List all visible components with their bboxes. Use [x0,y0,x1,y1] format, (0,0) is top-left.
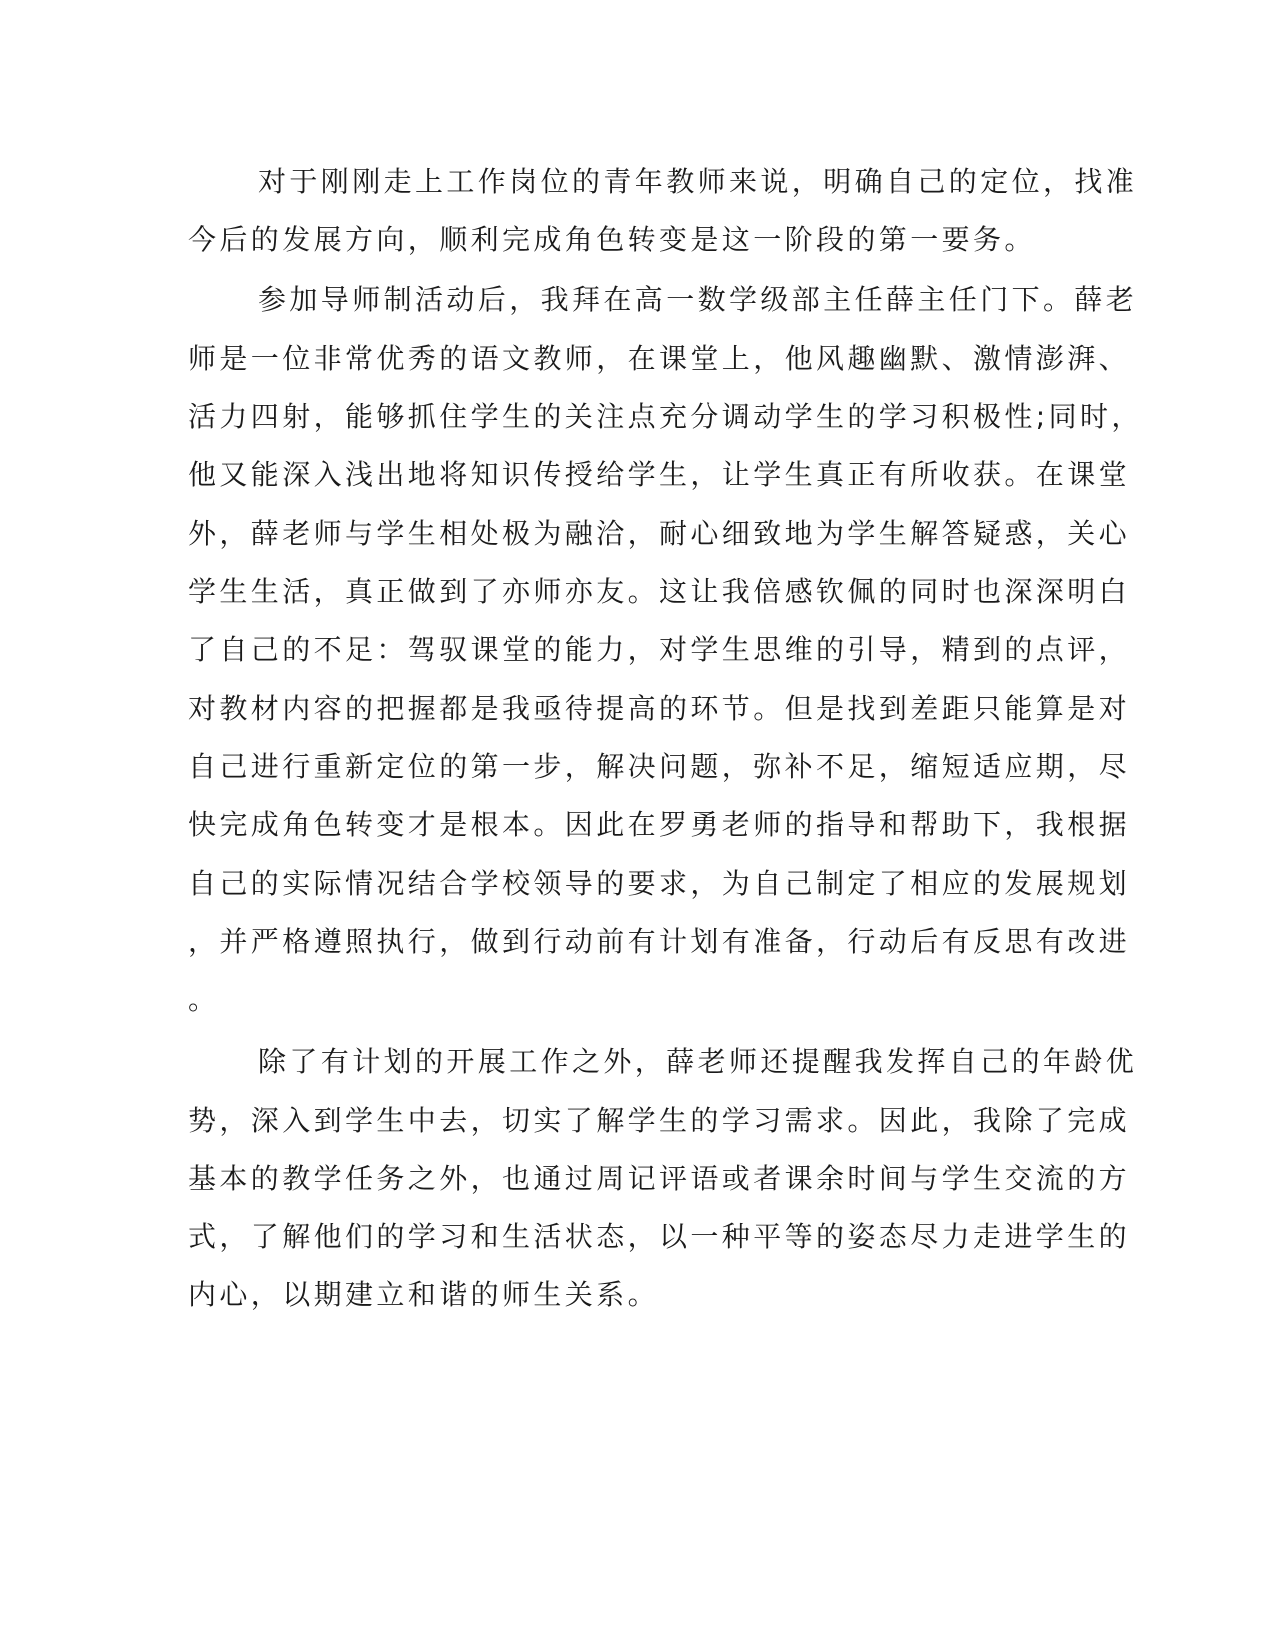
paragraph-2-line-5: 外，薛老师与学生相处极为融洽，耐心细致地为学生解答疑惑，关心 [188,517,1131,550]
paragraph-3-line-1: 除了有计划的开展工作之外，薛老师还提醒我发挥自己的年龄优 [258,1045,1138,1078]
paragraph-2-line-10: 快完成角色转变才是根本。因此在罗勇老师的指导和帮助下，我根据 [188,808,1131,841]
paragraph-2-line-4: 他又能深入浅出地将知识传授给学生，让学生真正有所收获。在课堂 [188,458,1131,491]
paragraph-2-line-9: 自己进行重新定位的第一步，解决问题，弥补不足，缩短适应期，尽 [188,750,1131,783]
paragraph-2-line-11: 自己的实际情况结合学校领导的要求，为自己制定了相应的发展规划 [188,867,1131,900]
paragraph-2-line-2: 师是一位非常优秀的语文教师，在课堂上，他风趣幽默、激情澎湃、 [188,342,1131,375]
paragraph-2-line-8: 对教材内容的把握都是我亟待提高的环节。但是找到差距只能算是对 [188,692,1131,725]
paragraph-2-line-6: 学生生活，真正做到了亦师亦友。这让我倍感钦佩的同时也深深明白 [188,575,1131,608]
paragraph-2-line-12: ，并严格遵照执行，做到行动前有计划有准备，行动后有反思有改进 [188,925,1131,958]
paragraph-2-line-1: 参加导师制活动后，我拜在高一数学级部主任薛主任门下。薛老 [258,283,1138,316]
paragraph-2-line-7: 了自己的不足：驾驭课堂的能力，对学生思维的引导，精到的点评， [188,633,1131,666]
paragraph-3-line-5: 内心，以期建立和谐的师生关系。 [188,1278,660,1311]
paragraph-2-line-3: 活力四射，能够抓住学生的关注点充分调动学生的学习积极性;同时， [188,400,1143,433]
paragraph-2-line-13: 。 [188,983,220,1016]
paragraph-1-line-1: 对于刚刚走上工作岗位的青年教师来说，明确自己的定位，找准 [258,165,1138,198]
paragraph-3-line-4: 式，了解他们的学习和生活状态，以一种平等的姿态尽力走进学生的 [188,1220,1131,1253]
paragraph-3-line-2: 势，深入到学生中去，切实了解学生的学习需求。因此，我除了完成 [188,1104,1131,1137]
paragraph-3-line-3: 基本的教学任务之外，也通过周记评语或者课余时间与学生交流的方 [188,1162,1131,1195]
paragraph-1-line-2: 今后的发展方向，顺利完成角色转变是这一阶段的第一要务。 [188,223,1036,256]
